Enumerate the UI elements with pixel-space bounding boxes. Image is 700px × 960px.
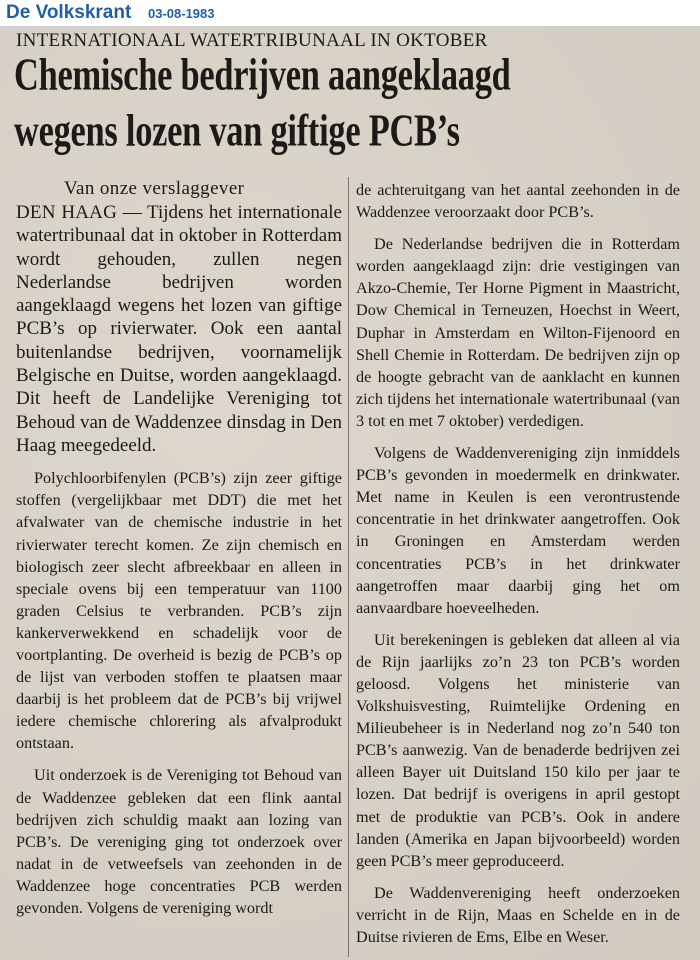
dateline: DEN HAAG — — [16, 202, 142, 223]
column-divider — [348, 177, 349, 957]
body-paragraph: Uit onderzoek is de Vereniging tot Behoud van de Waddenzee gebleken dat een flink aantal bedrijven zich schuldig maakt aan lozing van PCB’s. De vereniging ging tot onderzoek over nadat in de vetweefsels van zeehonden in de Waddenzee hoge concentraties PCB werden gevonden. Volgens de vereniging wordt — [16, 766, 342, 918]
newspaper-clipping — [0, 27, 700, 960]
clipping-header — [0, 0, 700, 27]
byline: Van onze verslaggever — [64, 178, 245, 199]
body-paragraph: Volgens de Waddenvereniging zijn inmiddels PCB’s gevonden in moedermelk en drinkwater. Met name in Keulen is een verontrustende concentratie in het drinkwater aangetroffen. Ook in Groningen en Amsterdam werden concentraties PCB’s in het drinkwater aangetroffen maar daarbij ging het om aanvaardbare hoeveelheden. — [356, 444, 680, 617]
body-paragraph: Polychloorbifenylen (PCB’s) zijn zeer giftige stoffen (vergelijkbaar met DDT) die met het afvalwater van de chemische industrie in het rivierwater terecht komen. Ze zijn chemisch en biologisch zeer slecht afbreekbaar en alleen in speciale ovens bij een temperatuur van 1100 graden Celsius te verbranden. PCB’s zijn kankerverwekkend en schadelijk voor de voortplanting. De overheid is bezig de PCB’s op de lijst van verboden stoffen te plaatsen maar daarbij is het probleem dat de PCB’s bij vrijwel iedere chemische chlorering als afvalprodukt ontstaan. — [16, 469, 342, 753]
publication-name: De Volkskrant — [6, 2, 132, 23]
body-paragraph: de achteruitgang van het aantal zeehonden in de Waddenzee veroorzaakt door PCB’s. — [356, 181, 680, 222]
article-column-1 — [16, 177, 342, 919]
lead-paragraph — [16, 201, 342, 457]
article-column-2 — [356, 179, 680, 948]
headline-line-1: Chemische bedrijven aangeklaagd — [14, 48, 511, 100]
body-paragraph: Uit berekeningen is gebleken dat alleen al via de Rijn jaarlijks zo’n 23 ton PCB’s worden geloosd. Volgens het ministerie van Volkshuisvesting, Ruimtelijke Ordening en Milieubeheer is in Nederland nog zo’n 540 ton PCB’s aanwezig. Van de benaderde bedrijven zei alleen Bayer uit Duitsland 150 kilo per jaar te lozen. Dat bedrijf is overigens in april gestopt met de produktie van PCB’s. Ook in andere landen (Amerika en Japan bijvoorbeeld) worden geen PCB’s meer geproduceerd. — [356, 630, 680, 870]
kicker-line: INTERNATIONAAL WATERTRIBUNAAL IN OKTOBER — [16, 30, 488, 51]
publication-date: 03-08-1983 — [148, 6, 215, 21]
body-paragraph: De Nederlandse bedrijven die in Rotterdam worden aangeklaagd zijn: drie vestigingen van Akzo-Chemie, Ter Horne Pigment in Maastricht, Dow Chemical in Terneuzen, Hoechst in Weert, Duphar in Amsterdam en Wilton-Fijenoord en Shell Chemie in Rotterdam. De bedrijven zijn op de hoogte gebracht van de aanklacht en kunnen zich tijdens het internationale watertribunaal (van 3 tot en met 7 oktober) verdedigen. — [356, 235, 680, 430]
lead-text: Tijdens het internationale watertribunaal dat in oktober in Rotterdam wordt gehouden, zullen negen Nederlandse bedrijven worden aangeklaagd wegens het lozen van giftige PCB’s op rivierwater. Ook een aantal buitenlandse bedrijven, voornamelijk Belgische en Duitse, worden aangeklaagd. Dit heeft de Landelijke Vereniging tot Behoud van de Waddenzee dinsdag in Den Haag meegedeeld. — [16, 202, 342, 456]
headline-line-2: wegens lozen van giftige PCB’s — [14, 104, 460, 156]
body-paragraph: De Waddenvereniging heeft onderzoeken verricht in de Rijn, Maas en Schelde en in de Duitse rivieren de Ems, Elbe en Weser. — [356, 883, 680, 946]
